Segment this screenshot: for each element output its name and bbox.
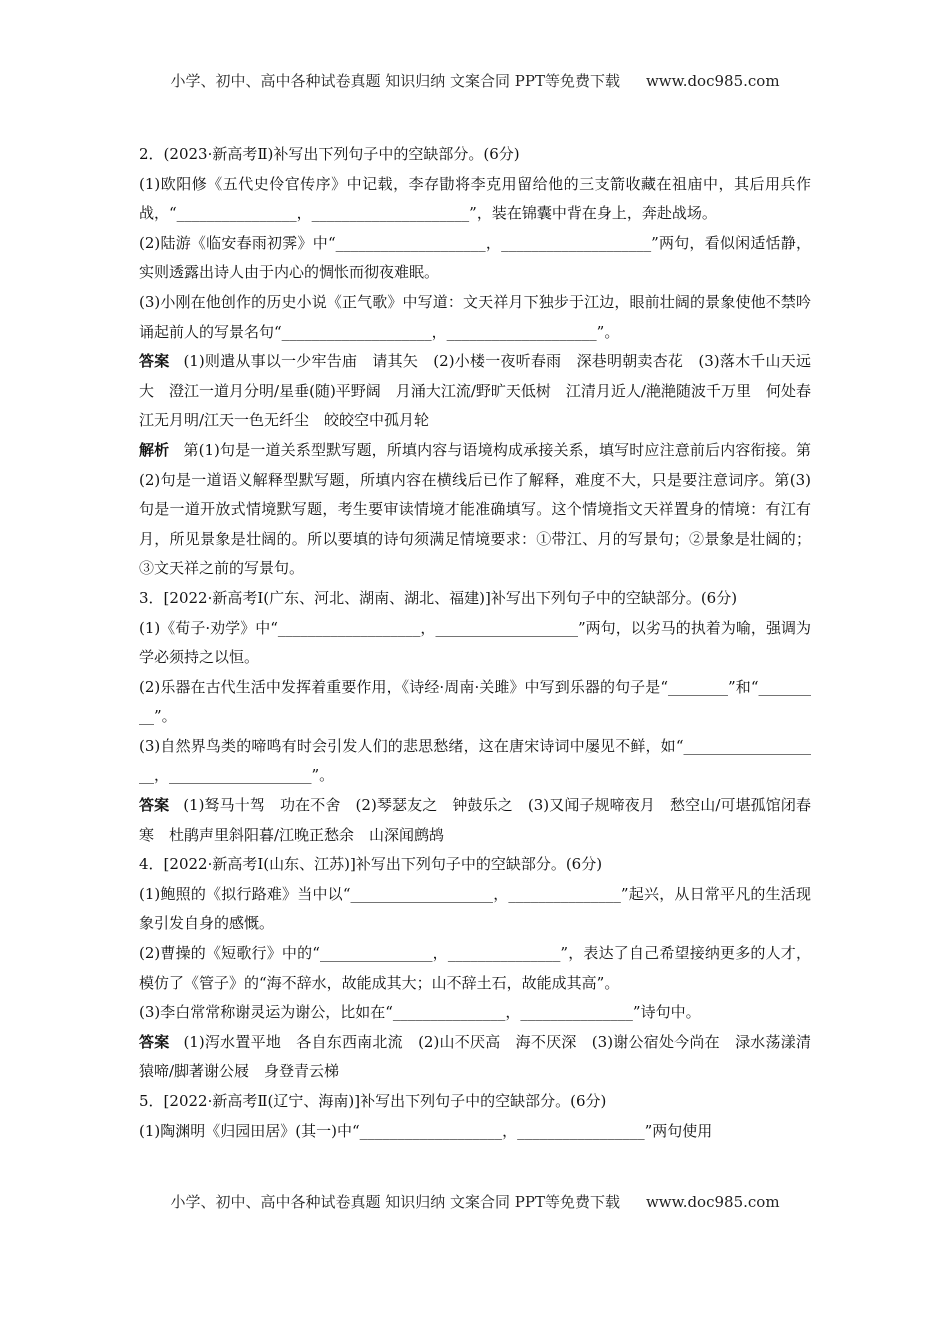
page-footer bbox=[0, 1191, 950, 1212]
footer-text: 小学、初中、高中各种试卷真题 知识归纳 文案合同 PPT等免费下载 bbox=[170, 1193, 620, 1211]
q5-title: 5．[2022·新高考Ⅱ(辽宁、海南)]补写出下列句子中的空缺部分。(6分) bbox=[139, 1092, 607, 1110]
q2-title: 2．(2023·新高考Ⅱ)补写出下列句子中的空缺部分。(6分) bbox=[139, 145, 520, 163]
q4-item-1: (1)鲍照的《拟行路难》当中以“___________________，_______________”起兴，从日常平凡的生活现象引发自身的感慨。 bbox=[139, 884, 811, 933]
analysis-label: 解析 bbox=[139, 440, 170, 459]
answer-label: 答案 bbox=[139, 796, 170, 815]
footer-site[interactable]: www.doc985.com bbox=[645, 1193, 780, 1211]
q3-item-2: (2)乐器在古代生活中发挥着重要作用，《诗经·周南·关雎》中写到乐器的句子是“________”和“_________”。 bbox=[139, 677, 811, 726]
q2-item-3: (3)小刚在他创作的历史小说《正气歌》中写道：文天祥月下独步于江边，眼前壮阔的景象使他不禁吟诵起前人的写景名句“____________________，____________________”。 bbox=[139, 292, 811, 341]
q4-item-2: (2)曹操的《短歌行》中的“_______________，_______________”，表达了自己希望接纳更多的人才，模仿了《管子》的“海不辞水，故能成其大；山不辞土石，故能成其高”。 bbox=[139, 944, 811, 992]
q3-answer bbox=[139, 791, 811, 850]
q3-item-1: (1)《荀子·劝学》中“___________________，___________________”两句，以劣马的执着为喻，强调为学必须持之以恒。 bbox=[139, 618, 811, 667]
page-header bbox=[0, 70, 950, 91]
q2-answer-text: (1)则遣从事以一少牢告庙 请其矢 (2)小楼一夜听春雨 深巷明朝卖杏花 (3)落木千山天远大 澄江一道月分明/星垂(随)平野阔 月涌大江流/野旷天低树 江清月近人/滟滟随波千万里 何处春江无月明/江天一色无纤尘 皎皎空中孤月轮 bbox=[139, 352, 811, 430]
q4-title: 4．[2022·新高考Ⅰ(山东、江苏)]补写出下列句子中的空缺部分。(6分) bbox=[139, 855, 603, 874]
q2-item-1: (1)欧阳修《五代史伶官传序》中记载，李存勖将李克用留给他的三支箭收藏在祖庙中，其后用兵作战，“________________，_____________________”，装在锦囊中背在身上，奔赴战场。 bbox=[139, 174, 811, 223]
q2-analysis bbox=[139, 436, 811, 584]
q2-analysis-text: 第(1)句是一道关系型默写题，所填内容与语境构成承接关系，填写时应注意前后内容衔接。第(2)句是一道语义解释型默写题，所填内容在横线后已作了解释，难度不大，只是要注意词序。第(3)句是一道开放式情境默写题，考生要审读情境才能准确填写。这个情境指文天祥置身的情境：有江有月，所见景象是壮阔的。所以要填的诗句须满足情境要求：①带江、月的写景句；②景象是壮阔的；③文天祥之前的写景句。 bbox=[139, 440, 811, 578]
q3-title: 3．[2022·新高考Ⅰ(广东、河北、湖南、湖北、福建)]补写出下列句子中的空缺部分。(6分) bbox=[139, 588, 738, 607]
document-body bbox=[139, 140, 811, 1146]
q4-answer bbox=[139, 1028, 811, 1087]
q5-item-1: (1)陶渊明《归园田居》(其一)中“___________________，_________________”两句使用 bbox=[139, 1121, 713, 1140]
q2-item-2: (2)陆游《临安春雨初霁》中“____________________，____________________”两句，看似闲适恬静，实则透露出诗人由于内心的惆怅而彻夜难眠。 bbox=[139, 233, 811, 282]
q4-answer-text: (1)泻水置平地 各自东西南北流 (2)山不厌高 海不厌深 (3)谢公宿处今尚在 渌水荡漾清猿啼/脚著谢公屐 身登青云梯 bbox=[139, 1032, 811, 1081]
header-site[interactable]: www.doc985.com bbox=[645, 72, 780, 90]
q4-item-3: (3)李白常常称谢灵运为谢公，比如在“_______________，_______________”诗句中。 bbox=[139, 1003, 701, 1022]
q3-answer-text: (1)驽马十驾 功在不舍 (2)琴瑟友之 钟鼓乐之 (3)又闻子规啼夜月 愁空山/可堪孤馆闭春寒 杜鹃声里斜阳暮/江晚正愁余 山深闻鹧鸪 bbox=[139, 796, 811, 844]
answer-label: 答案 bbox=[139, 352, 170, 371]
q3-item-3: (3)自然界鸟类的啼鸣有时会引发人们的悲思愁绪，这在唐宋诗词中屡见不鲜，如“___________________，___________________”。 bbox=[139, 736, 811, 785]
answer-label: 答案 bbox=[139, 1032, 170, 1051]
header-text: 小学、初中、高中各种试卷真题 知识归纳 文案合同 PPT等免费下载 bbox=[170, 72, 620, 90]
q2-answer bbox=[139, 347, 811, 436]
